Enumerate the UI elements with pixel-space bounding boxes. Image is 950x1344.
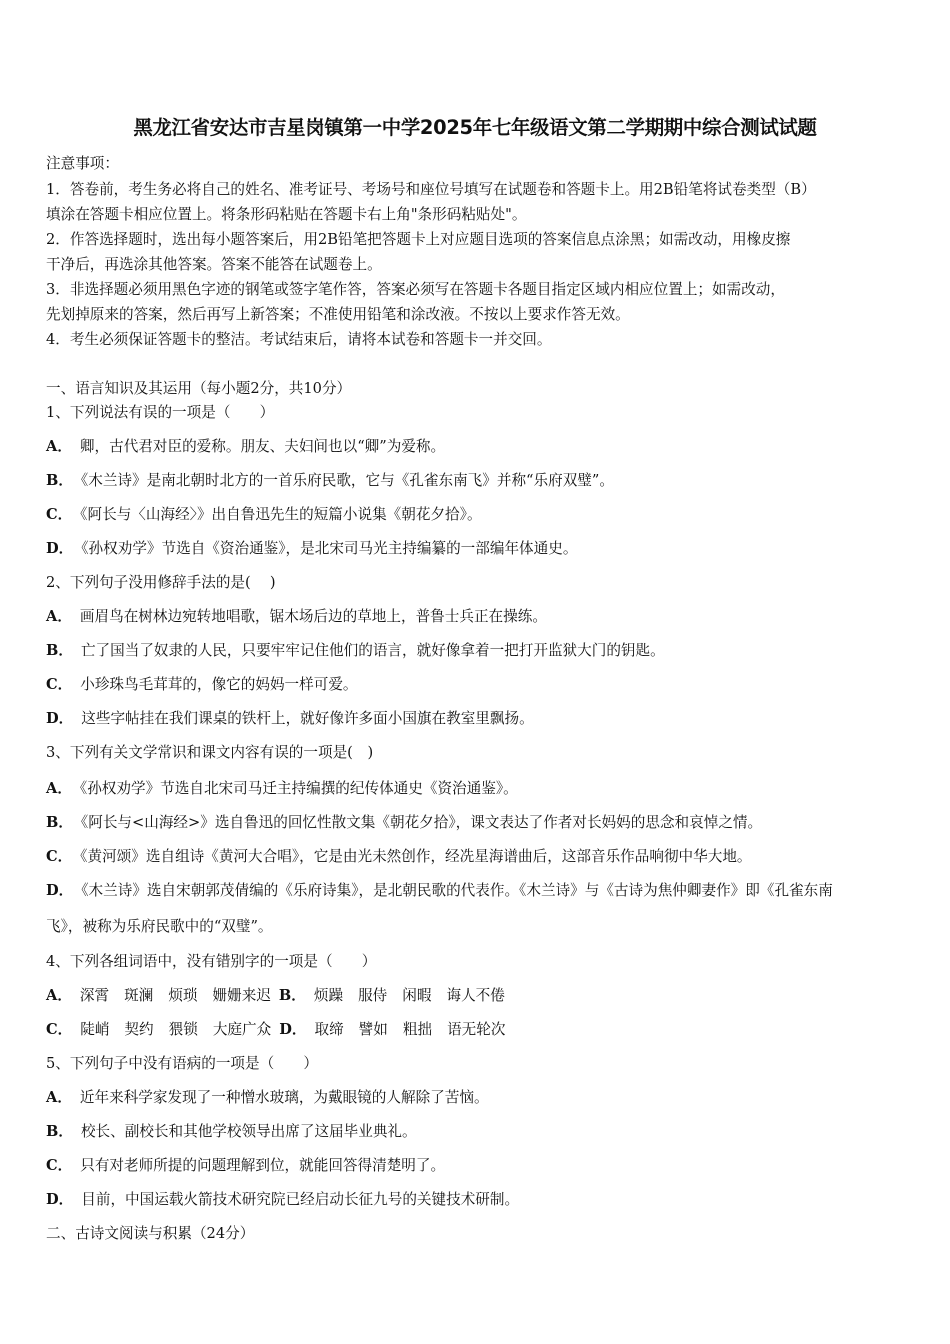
option-label: D． xyxy=(279,1021,307,1038)
option-text: 《木兰诗》选自宋朝郭茂倩编的《乐府诗集》，是北朝民歌的代表作。《木兰诗》与《古诗为焦仲卿妻作》即《孔雀东南 xyxy=(81,882,833,899)
option-text: 只有对老师所提的问题理解到位，就能回答得清楚明了。 xyxy=(80,1157,446,1174)
notice-line: 先划掉原来的答案，然后再写上新答案；不准使用铅笔和涂改液。不按以上要求作答无效。 xyxy=(46,306,630,323)
option-word: 姗姗来迟 xyxy=(212,987,271,1004)
option-item xyxy=(46,673,358,694)
option-text: 卿，古代君对臣的爱称。朋友、夫妇间也以“卿”为爱称。 xyxy=(79,438,446,455)
notice-heading: 注意事项： xyxy=(46,155,119,172)
option-item xyxy=(46,639,665,660)
option-text: 《孙权劝学》节选自《资治通鉴》，是北宋司马光主持编纂的一部编年体通史。 xyxy=(81,540,578,557)
question-stem: 2、下列句子没用修辞手法的是( ) xyxy=(46,574,276,591)
option-item xyxy=(46,1086,489,1107)
option-text: 《黄河颂》选自组诗《黄河大合唱》，它是由光未然创作，经冼星海谱曲后，这部音乐作品响彻中华大地。 xyxy=(80,848,752,865)
option-label: B． xyxy=(46,472,73,489)
option-word: 斑澜 xyxy=(124,987,154,1004)
option-item xyxy=(46,605,547,626)
option-item xyxy=(46,1120,417,1141)
option-label: C． xyxy=(46,848,73,865)
option-text: 小珍珠鸟毛茸茸的，像它的妈妈一样可爱。 xyxy=(80,676,358,693)
option-word: 烦琐 xyxy=(168,987,198,1004)
option-word: 烦躁 xyxy=(313,987,344,1004)
option-item xyxy=(46,537,577,558)
option-word: 深霄 xyxy=(79,987,110,1004)
option-item xyxy=(46,1188,519,1209)
option-word: 诲人不倦 xyxy=(446,987,505,1004)
option-label: C． xyxy=(46,1157,73,1174)
option-word: 陡峭 xyxy=(80,1021,110,1038)
notice-line: 4．考生必须保证答题卡的整洁。考试结束后，请将本试卷和答题卡一并交回。 xyxy=(46,331,552,348)
option-word: 猥锁 xyxy=(168,1021,198,1038)
option-text: 这些字帖挂在我们课桌的铁杆上，就好像许多面小国旗在教室里飘扬。 xyxy=(81,710,534,727)
option-label: A． xyxy=(46,780,72,797)
option-word: 语无轮次 xyxy=(447,1021,506,1038)
option-label: C． xyxy=(46,506,73,523)
option-label: A． xyxy=(46,987,72,1004)
option-label: B． xyxy=(46,814,73,831)
option-label: A． xyxy=(46,438,72,455)
option-label: D． xyxy=(46,710,74,727)
option-text: 飞》，被称为乐府民歌中的“双璧”。 xyxy=(46,918,273,935)
option-word: 闲暇 xyxy=(402,987,432,1004)
option-item xyxy=(46,879,833,900)
option-word: 契约 xyxy=(124,1021,154,1038)
option-item xyxy=(46,777,518,798)
question-stem: 5、下列句子中没有语病的一项是（ ） xyxy=(46,1055,318,1072)
option-text: 《阿长与〈山海经〉》出自鲁迅先生的短篇小说集《朝花夕拾》。 xyxy=(80,506,482,523)
option-text: 近年来科学家发现了一种憎水玻璃，为戴眼镜的人解除了苦恼。 xyxy=(79,1089,489,1106)
option-label: B． xyxy=(46,642,73,659)
option-label: C． xyxy=(46,676,73,693)
option-word: 譬如 xyxy=(358,1021,388,1038)
option-item xyxy=(46,845,752,866)
option-text: 《阿长与<山海经>》选自鲁迅的回忆性散文集《朝花夕拾》，课文表达了作者对长妈妈的思念和哀悼之情。 xyxy=(80,814,763,831)
section-heading: 二、古诗文阅读与积累（24分） xyxy=(46,1225,255,1242)
option-word: 大庭广众 xyxy=(212,1021,272,1038)
notice-line: 3．非选择题必须用黑色字迹的钢笔或签字笔作答，答案必须写在答题卡各题目指定区域内相应位置上；如需改动， xyxy=(46,281,785,298)
option-label: D． xyxy=(46,540,74,557)
notice-line: 填涂在答题卡相应位置上。将条形码粘贴在答题卡右上角"条形码粘贴处"。 xyxy=(46,206,527,223)
option-text: 目前，中国运载火箭技术研究院已经启动长征九号的关键技术研制。 xyxy=(81,1191,520,1208)
option-item xyxy=(46,707,534,728)
option-text: 《孙权劝学》节选自北宋司马迁主持编撰的纪传体通史《资治通鉴》。 xyxy=(79,780,518,797)
option-label: C． xyxy=(46,1021,73,1038)
question-stem: 3、下列有关文学常识和课文内容有误的一项是( ) xyxy=(46,744,374,761)
word-option-row xyxy=(46,1018,520,1039)
option-label: B． xyxy=(278,987,306,1004)
option-item xyxy=(46,469,614,490)
question-stem: 1、下列说法有误的一项是（ ） xyxy=(46,404,275,421)
option-label: A． xyxy=(46,1089,72,1106)
option-text: 亡了国当了奴隶的人民，只要牢牢记住他们的语言，就好像拿着一把打开监狱大门的钥匙。 xyxy=(80,642,665,659)
word-option-row xyxy=(46,984,520,1005)
option-label: B． xyxy=(46,1123,73,1140)
option-item xyxy=(46,811,762,832)
option-word: 取缔 xyxy=(314,1021,344,1038)
option-word: 服侍 xyxy=(358,987,388,1004)
notice-line: 2．作答选择题时，选出每小题答案后，用2B铅笔把答题卡上对应题目选项的答案信息点涂黑；如需改动，用橡皮擦 xyxy=(46,231,791,248)
option-label: D． xyxy=(46,882,74,899)
notice-line: 1．答卷前，考生务必将自己的姓名、准考证号、考场号和座位号填写在试题卷和答题卡上。用2B铅笔将试卷类型（B） xyxy=(46,181,816,198)
notice-line: 干净后，再选涂其他答案。答案不能答在试题卷上。 xyxy=(46,256,382,273)
option-text: 画眉鸟在树林边宛转地唱歌，锯木场后边的草地上，普鲁士兵正在操练。 xyxy=(79,608,547,625)
option-word: 粗拙 xyxy=(402,1021,433,1038)
option-continuation xyxy=(46,915,273,936)
page-title: 黑龙江省安达市吉星岗镇第一中学2025年七年级语文第二学期期中综合测试试题 xyxy=(133,116,817,139)
option-item xyxy=(46,435,445,456)
option-label: A． xyxy=(46,608,72,625)
option-text: 《木兰诗》是南北朝时北方的一首乐府民歌，它与《孔雀东南飞》并称“乐府双璧”。 xyxy=(80,472,614,489)
option-item xyxy=(46,1154,445,1175)
option-text: 校长、副校长和其他学校领导出席了这届毕业典礼。 xyxy=(80,1123,417,1140)
option-item xyxy=(46,503,482,524)
section-heading: 一、语言知识及其运用（每小题2分，共10分） xyxy=(46,380,352,397)
option-label: D． xyxy=(46,1191,74,1208)
question-stem: 4、下列各组词语中，没有错别字的一项是（ ） xyxy=(46,953,377,970)
